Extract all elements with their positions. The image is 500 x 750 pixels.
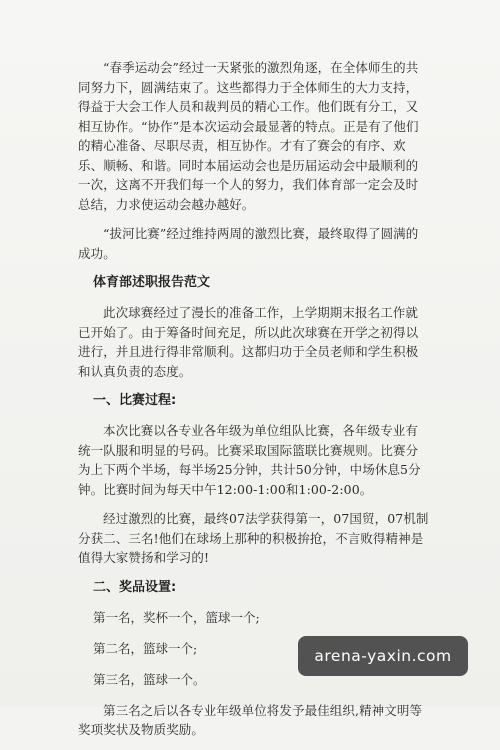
section-title: 体育部述职报告范文 — [93, 275, 211, 290]
prize-item-1: 第一名，奖杯一个，篮球一个; — [93, 609, 260, 625]
prize-item-2: 第二名，篮球一个; — [93, 640, 198, 656]
intro-paragraph-1: “春季运动会”经过一天紧张的激烈角逐，在全体师生的共同努力下，圆满结束了。这些都得力于全体师生的大力支持，得益于大会工作人员和裁判员的精心工作。他们既有分工，又相互协作。“协作”是本次运动会最显著的特点。正是有了他们的精心准备、尽职尽责，相互协作。才有了赛会的有序、欢乐、顺畅、和谐。同时本届运动会也是历届运动会中最顺利的一次，这离不开我们每一个人的努力，我们体育部一定会及时总结，力求使运动会越办越好。 — [78, 60, 419, 212]
prize-item-3: 第三名，篮球一个。 — [93, 671, 206, 687]
part1-paragraph-1: 本次比赛以各专业各年级为单位组队比赛，各年级专业有统一队服和明显的号码。比赛采取国际篮联比赛规则。比赛分为上下两个半场，每半场25分钟，共计50分钟，中场休息5分钟。比赛时间为每天中午12:00-1:00和1:00-2:00。 — [78, 423, 421, 497]
part1-heading: 一、比赛过程: — [93, 393, 177, 408]
part2-heading: 二、奖品设置: — [93, 579, 177, 595]
part2-closing-paragraph: 第三名之后以各专业年级单位将发予最佳组织,精神文明等奖项奖状及物质奖励。 — [78, 702, 423, 737]
part1-paragraph-2: 经过激烈的比赛，最终07法学获得第一，07国贸，07机制分获二、三名!他们在球场上那种的积极拚抢，不言败得精神是值得大家赞扬和学习的! — [78, 511, 429, 565]
watermark-text: arena-yaxin.com — [314, 647, 452, 665]
intro-paragraph-2: “拔河比赛”经过维持两周的激烈比赛，最终取得了圆满的成功。 — [78, 226, 419, 261]
section-paragraph: 此次球赛经过了漫长的准备工作，上学期期末报名工作就已开始了。由于筹备时间充足，所以此次球赛在开学之初得以进行，并且进行得非常顺利。这都归功于全员老师和学生积极和认真负责的态度。 — [78, 305, 419, 379]
watermark-badge — [298, 636, 468, 676]
